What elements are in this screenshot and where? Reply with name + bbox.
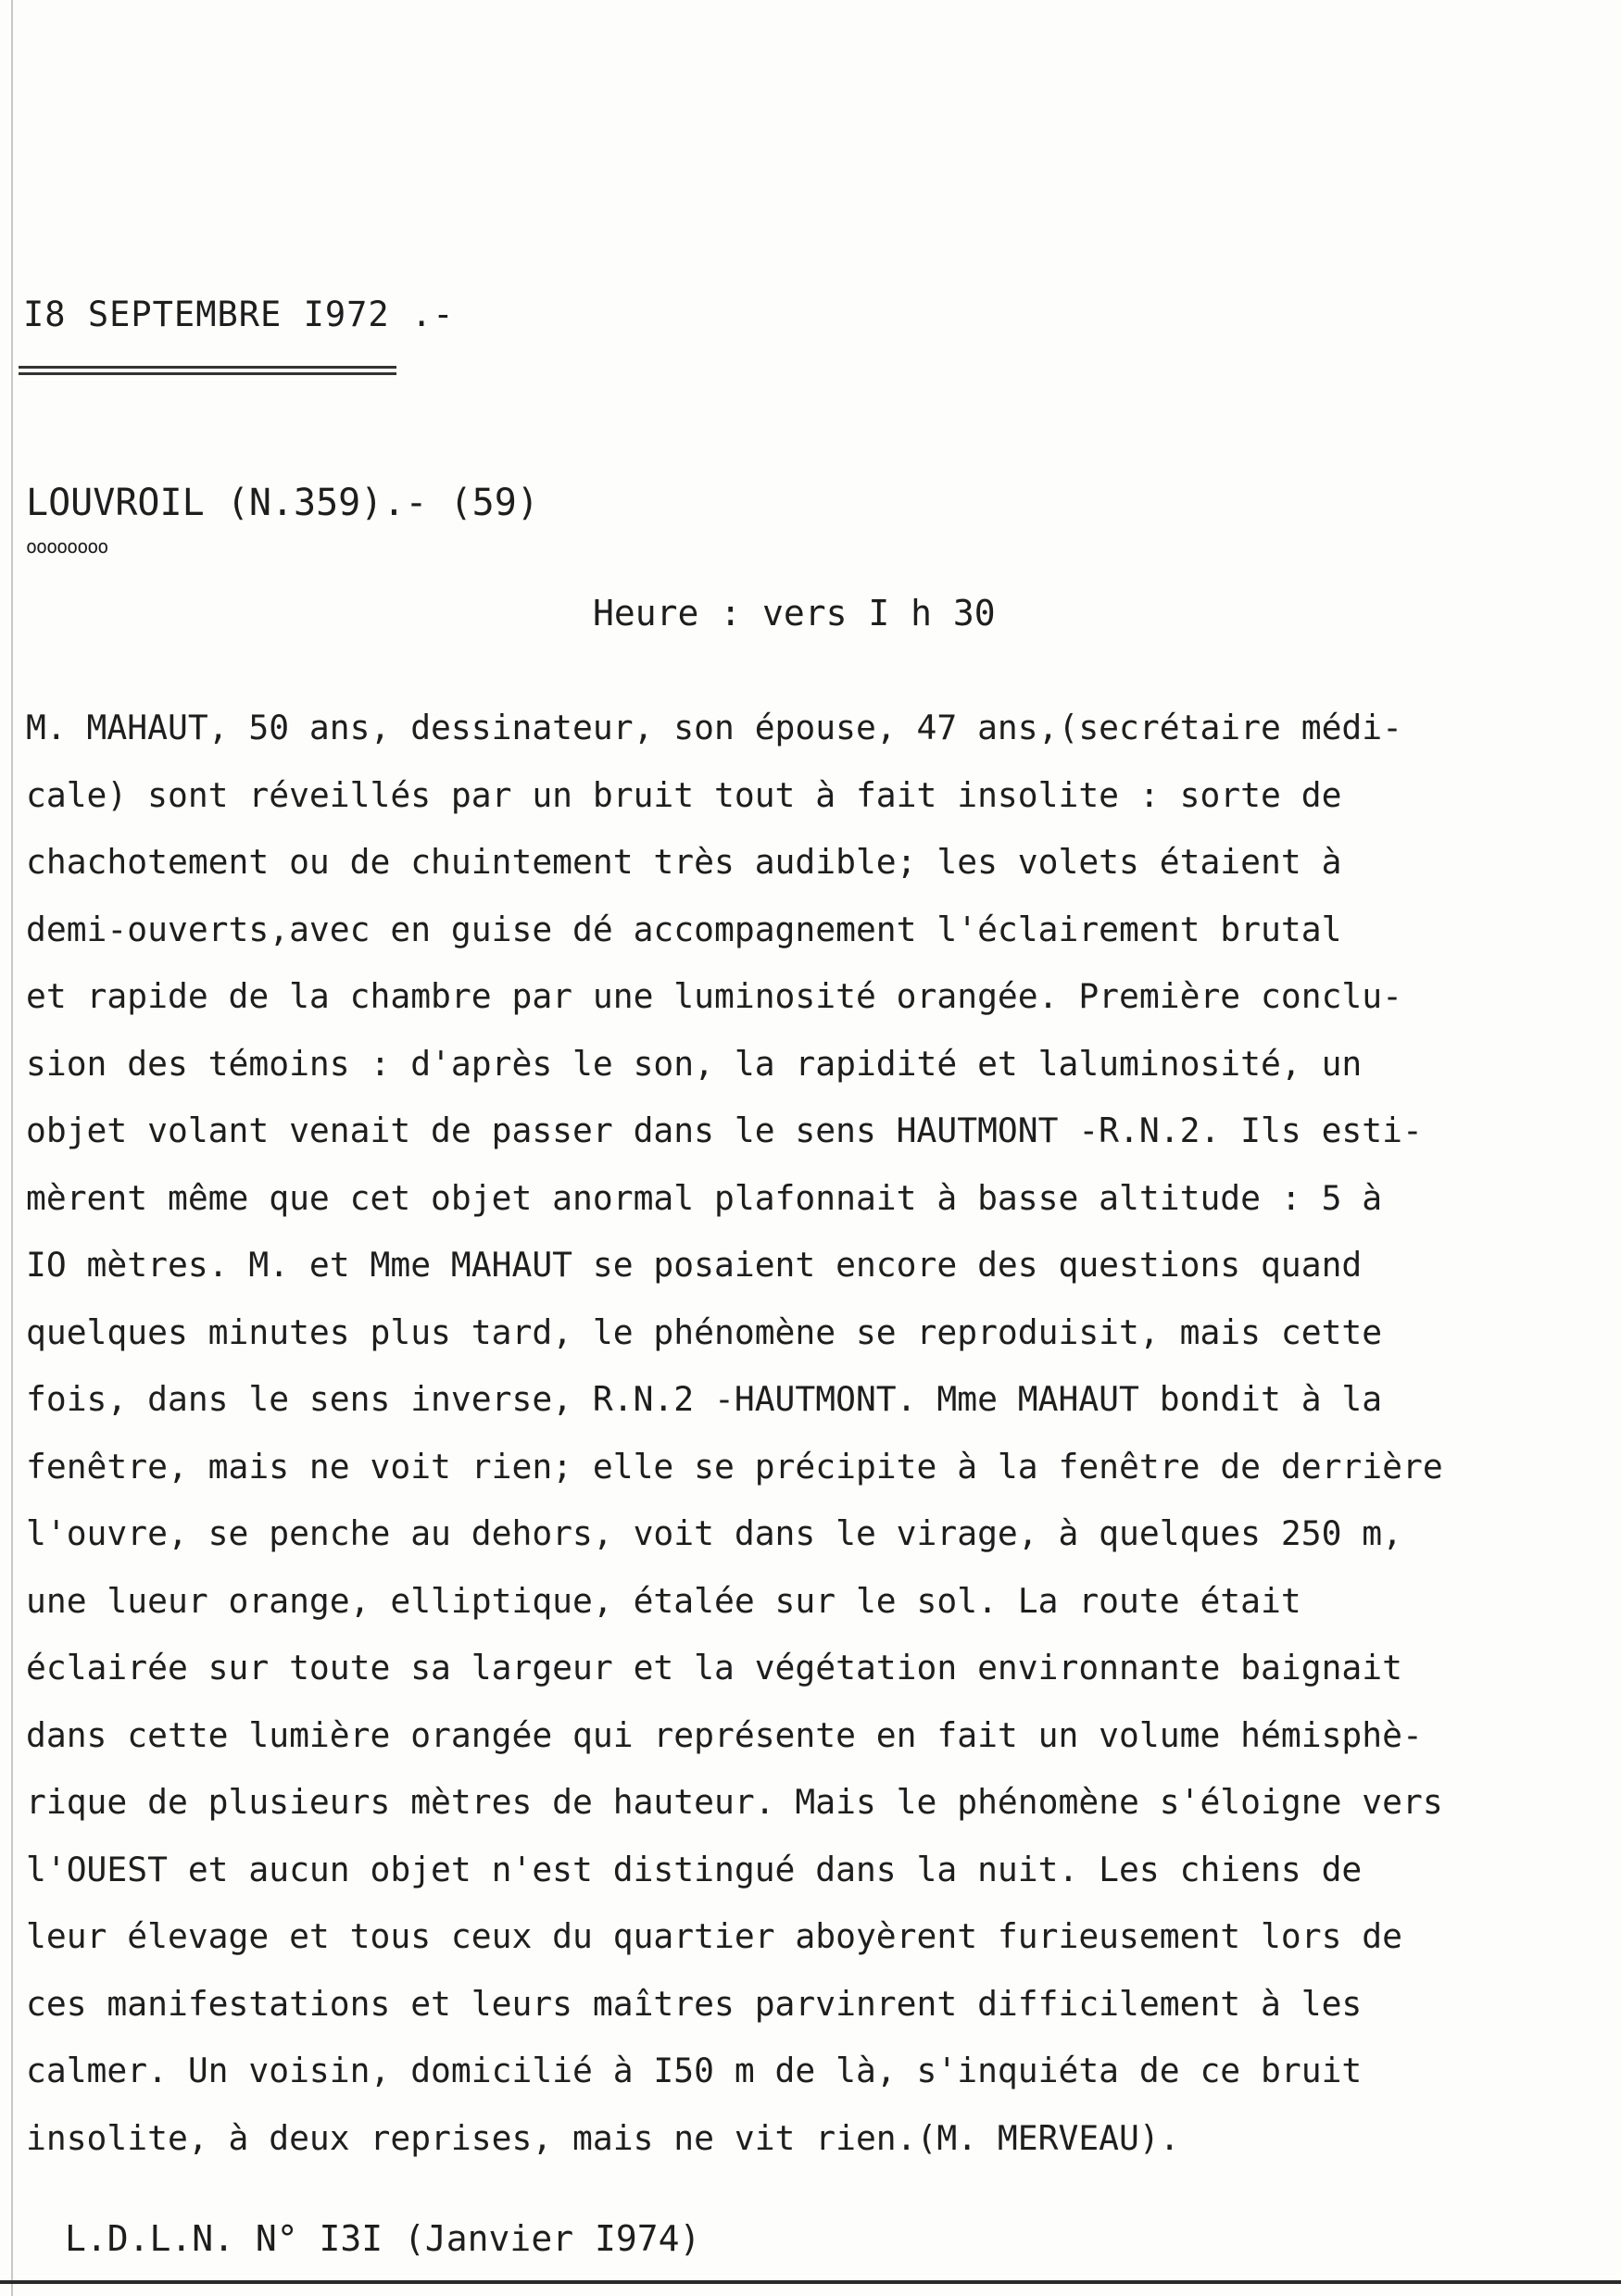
body-line: une lueur orange, elliptique, étalée sur le sol. La route était	[26, 1580, 1301, 1621]
body-line: sion des témoins : d'après le son, la rapidité et laluminosité, un	[26, 1043, 1363, 1084]
report-date: I8 SEPTEMBRE I972 .-	[23, 295, 455, 334]
body-line: l'ouvre, se penche au dehors, voit dans le virage, à quelques 250 m,	[26, 1513, 1402, 1553]
report-body	[26, 695, 1582, 2172]
report-time: Heure : vers I h 30	[593, 593, 996, 634]
location-underline-marks: oooooooo	[26, 535, 108, 558]
body-line: IO mètres. M. et Mme MAHAUT se posaient encore des questions quand	[26, 1245, 1363, 1285]
body-line: l'OUEST et aucun objet n'est distingué dans la nuit. Les chiens de	[26, 1849, 1363, 1889]
body-line: éclairée sur toute sa largeur et la végétation environnante baignait	[26, 1648, 1402, 1687]
body-line: mèrent même que cet objet anormal plafonnait à basse altitude : 5 à	[26, 1177, 1383, 1218]
bottom-page-rule	[0, 2280, 1621, 2284]
source-citation: L.D.L.N. N° I3I (Janvier I974)	[65, 2218, 701, 2259]
body-line: calmer. Un voisin, domicilié à I50 m de là, s'inquiéta de ce bruit	[26, 2051, 1363, 2090]
body-line: cale) sont réveillés par un bruit tout à fait insolite : sorte de	[26, 774, 1342, 815]
body-line: dans cette lumière orangée qui représente en fait un volume hémisphè-	[26, 1714, 1423, 1755]
body-line: quelques minutes plus tard, le phénomène se reproduisit, mais cette	[26, 1311, 1383, 1352]
date-double-underline	[19, 366, 396, 375]
body-line: leur élevage et tous ceux du quartier aboyèrent furieusement lors de	[26, 1916, 1402, 1956]
body-line: rique de plusieurs mètres de hauteur. Mais le phénomène s'éloigne vers	[26, 1782, 1443, 1822]
body-line: objet volant venait de passer dans le sens HAUTMONT -R.N.2. Ils esti-	[26, 1110, 1423, 1150]
body-line: et rapide de la chambre par une luminosité orangée. Première conclu-	[26, 976, 1402, 1016]
body-line: insolite, à deux reprises, mais ne vit rien.(M. MERVEAU).	[26, 2117, 1180, 2158]
body-line: ces manifestations et leurs maîtres parvinrent difficilement à les	[26, 1983, 1363, 2024]
body-line: M. MAHAUT, 50 ans, dessinateur, son épouse, 47 ans,(secrétaire médi-	[26, 708, 1402, 747]
body-line: fenêtre, mais ne voit rien; elle se précipite à la fenêtre de derrière	[26, 1446, 1443, 1487]
report-location: LOUVROIL (N.359).- (59)	[26, 482, 539, 524]
body-line: chachotement ou de chuintement très audible; les volets étaient à	[26, 842, 1342, 882]
body-line: fois, dans le sens inverse, R.N.2 -HAUTMONT. Mme MAHAUT bondit à la	[26, 1379, 1383, 1419]
body-line: demi-ouverts,avec en guise dé accompagnement l'éclairement brutal	[26, 909, 1342, 949]
left-margin-rule	[11, 0, 13, 2296]
